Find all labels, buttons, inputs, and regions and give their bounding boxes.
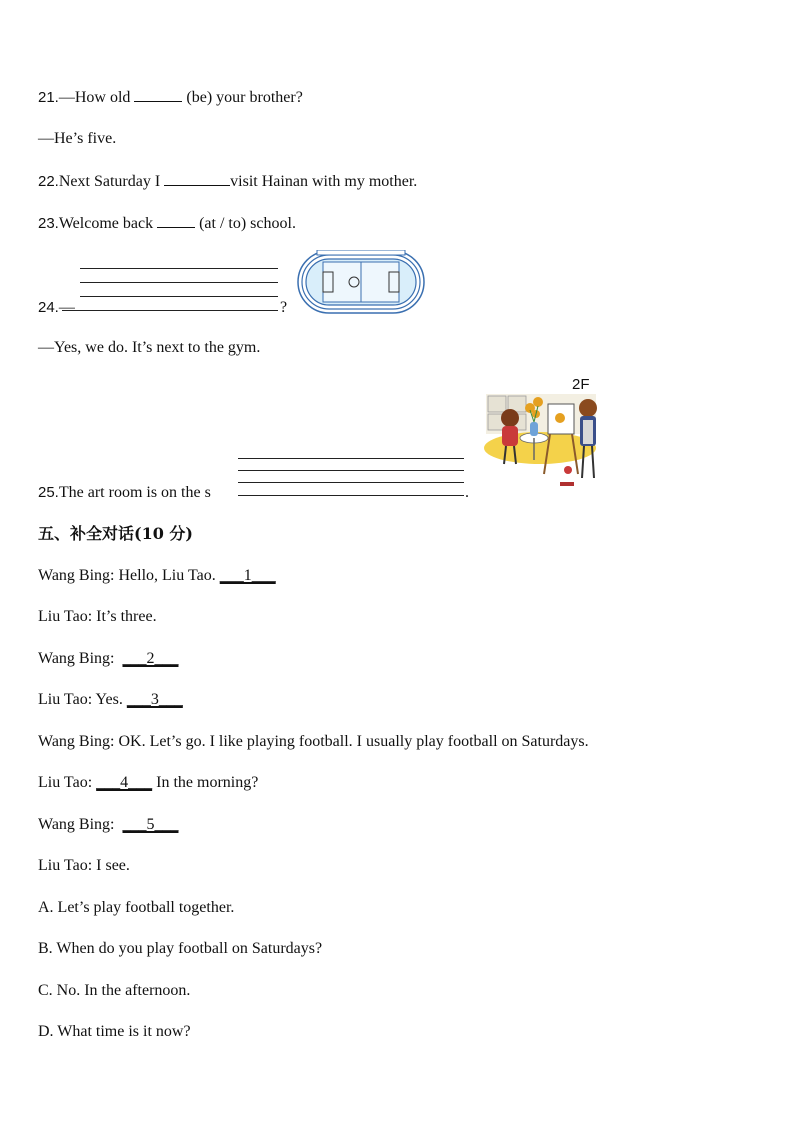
writing-line[interactable] xyxy=(238,482,464,483)
dialogue-text: Yes. xyxy=(95,691,123,708)
heading-close: ) xyxy=(185,524,193,543)
speaker: Liu Tao: xyxy=(38,774,93,791)
dialogue-blank-5[interactable]: ___5___ xyxy=(122,816,179,833)
option-c: C. No. In the afternoon. xyxy=(38,982,191,999)
dialogue-text: OK. Let’s go. I like playing football. I usually play football on Saturdays. xyxy=(118,733,589,750)
answer-blank[interactable] xyxy=(164,170,230,186)
option-a: A. Let’s play football together. xyxy=(38,899,235,916)
playground-image xyxy=(297,250,425,314)
dash: — xyxy=(58,89,75,106)
question-24 xyxy=(38,298,75,318)
question-22 xyxy=(38,170,417,192)
answer-blank[interactable] xyxy=(157,212,195,228)
dialogue-text: In the morning? xyxy=(156,774,259,791)
question-text-pre: The art room is on the s xyxy=(58,484,211,501)
question-mark: ? xyxy=(280,299,288,316)
dialogue-blank-3[interactable]: ___3___ xyxy=(126,691,183,708)
dialogue-line-4 xyxy=(38,690,183,710)
writing-line[interactable] xyxy=(238,495,464,496)
dialogue-blank-4[interactable]: ___4___ xyxy=(96,774,153,791)
dialogue-line-6 xyxy=(38,773,258,793)
question-text-pre: Next Saturday I xyxy=(58,173,161,190)
question-number: 23. xyxy=(38,215,59,232)
speaker: Wang Bing: xyxy=(38,733,115,750)
dialogue-text: I see. xyxy=(96,857,130,874)
question-25 xyxy=(38,483,211,503)
heading-text: 五、补全对话( xyxy=(38,524,142,543)
question-21 xyxy=(38,86,303,108)
dash: — xyxy=(58,299,75,316)
heading-unit: 分 xyxy=(163,524,186,543)
writing-line[interactable] xyxy=(80,282,278,283)
period: . xyxy=(465,484,469,501)
speaker: Liu Tao: xyxy=(38,608,93,625)
dialogue-blank-2[interactable]: ___2___ xyxy=(122,650,179,667)
speaker: Wang Bing: xyxy=(38,650,115,667)
dialogue-line-1 xyxy=(38,566,276,586)
question-text-post: (be) your brother? xyxy=(186,89,303,106)
question-number: 24. xyxy=(38,299,59,316)
question-number: 22. xyxy=(38,173,59,190)
question-number: 25. xyxy=(38,484,59,501)
question-21-answer: —He’s five. xyxy=(38,130,117,147)
dialogue-line-7 xyxy=(38,815,178,835)
question-24-answer: —Yes, we do. It’s next to the gym. xyxy=(38,339,261,356)
question-23 xyxy=(38,212,296,234)
heading-score: 10 xyxy=(141,524,164,543)
option-b: B. When do you play football on Saturdays? xyxy=(38,940,323,957)
dialogue-text: Hello, Liu Tao. xyxy=(118,567,216,584)
section-heading xyxy=(38,524,193,544)
art-room-image xyxy=(480,378,608,496)
writing-line[interactable] xyxy=(238,470,464,471)
dialogue-blank-1[interactable]: ___1___ xyxy=(219,567,276,584)
dialogue-line-5 xyxy=(38,732,589,752)
answer-blank[interactable] xyxy=(134,86,182,102)
speaker: Liu Tao: xyxy=(38,691,93,708)
speaker: Wang Bing: xyxy=(38,816,115,833)
speaker: Wang Bing: xyxy=(38,567,115,584)
dialogue-line-3 xyxy=(38,649,178,669)
question-text-pre: Welcome back xyxy=(58,215,154,232)
question-text-pre: How old xyxy=(74,89,131,106)
option-d: D. What time is it now? xyxy=(38,1023,191,1040)
dialogue-line-8 xyxy=(38,856,130,876)
writing-line[interactable] xyxy=(80,296,278,297)
floor-label: 2F xyxy=(572,376,590,393)
question-text-post: (at / to) school. xyxy=(199,215,296,232)
question-text-post: visit Hainan with my mother. xyxy=(230,173,418,190)
writing-line[interactable] xyxy=(238,458,464,459)
question-number: 21. xyxy=(38,89,59,106)
speaker: Liu Tao: xyxy=(38,857,93,874)
dialogue-text: It’s three. xyxy=(96,608,157,625)
writing-line[interactable] xyxy=(62,310,278,311)
writing-line[interactable] xyxy=(80,268,278,269)
dialogue-line-2 xyxy=(38,607,157,627)
